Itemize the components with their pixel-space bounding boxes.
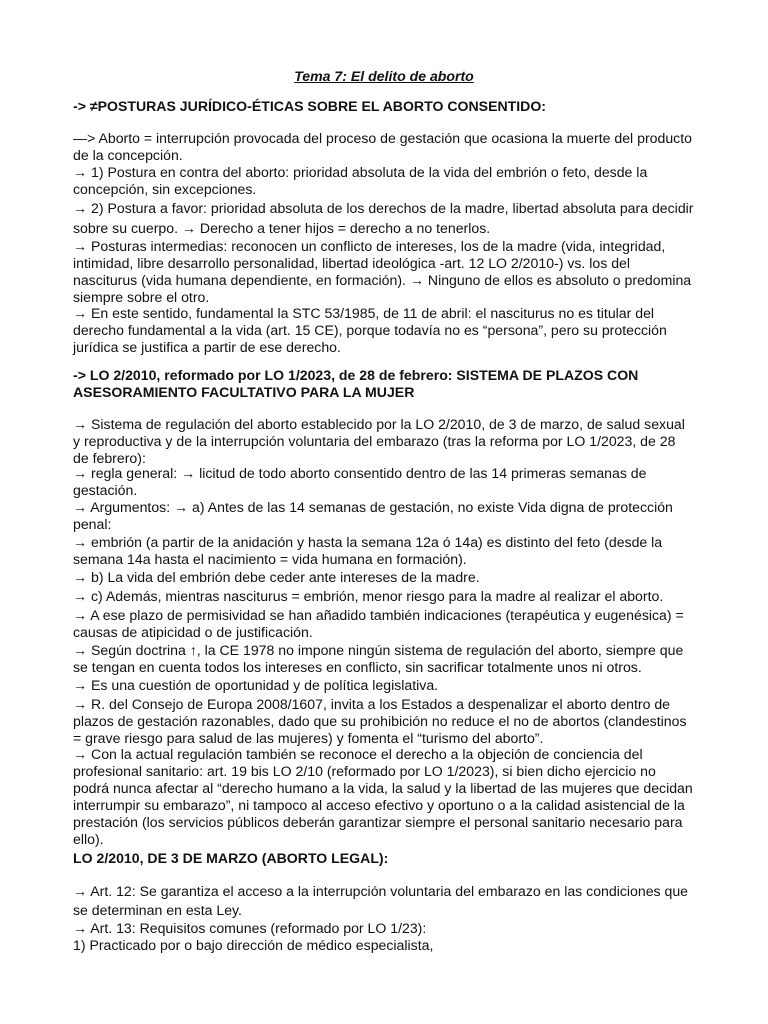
paragraph: → 2) Postura a favor: prioridad absoluta de los derechos de la madre, libertad absoluta para decidir sobre su cuerpo. → Derecho a tener hijos = derecho a no tenerlos. xyxy=(73,200,694,236)
paragraph: → 1) Postura en contra del aborto: prioridad absoluta de la vida del embrión o feto, desde la concepción, sin excepciones. xyxy=(73,164,648,197)
paragraph: → c) Además, mientras nasciturus = embrión, menor riesgo para la madre al realizar el aborto. xyxy=(73,588,664,604)
paragraph: 1) Practicado por o bajo dirección de médico especialista, xyxy=(73,937,434,953)
paragraph: → regla general: → licitud de todo aborto consentido dentro de las 14 primeras semanas de gestación. xyxy=(73,465,647,498)
paragraph: → Es una cuestión de oportunidad y de política legislativa. xyxy=(73,677,439,693)
paragraph: → Art. 12: Se garantiza el acceso a la interrupción voluntaria del embarazo en las condiciones que se determinan en esta Ley. xyxy=(73,883,689,918)
paragraph: → En este sentido, fundamental la STC 53/1985, de 11 de abril: el nasciturus no es titular del derecho fundamental a la vida (art. 15 CE), porque todavía no es “persona”, pero su protección jurídica se justifica a partir de ese derecho. xyxy=(73,305,667,355)
paragraph: → Según doctrina ↑, la CE 1978 no impone ningún sistema de regulación del aborto, siempre que se tengan en cuenta todos los intereses en conflicto, sin sacrificar totalmente unos ni otros. xyxy=(73,642,684,675)
paragraph: → embrión (a partir de la anidación y hasta la semana 12a ó 14a) es distinto del feto (desde la semana 14a hasta el nacimiento = vida humana en formación). xyxy=(73,534,663,567)
paragraph: → b) La vida del embrión debe ceder ante intereses de la madre. xyxy=(73,569,480,585)
section-heading-aborto-legal: LO 2/2010, DE 3 DE MARZO (ABORTO LEGAL): xyxy=(73,850,389,866)
paragraph: → Con la actual regulación también se reconoce el derecho a la objeción de conciencia del profesional sanitario: art. 19 bis LO 2/10 (reformado por LO 1/2023), si bien dicho ejercicio no podrá nunca afectar al “derecho humano a la vida, la salud y la libertad de las mujeres que decidan interrumpir su embarazo”, ni tampoco al acceso efectivo y oportuno o a la calidad asistencial de la prestación (los servicios públicos deberán garantizar siempre el personal sanitario necesario para ello). xyxy=(73,746,693,847)
section-heading-lo-2-2010: -> LO 2/2010, reformado por LO 1/2023, de 28 de febrero: SISTEMA DE PLAZOS CON ASESORAMIENTO FACULTATIVO PARA LA MUJER xyxy=(73,367,639,400)
document-title: Tema 7: El delito de aborto xyxy=(294,68,474,84)
paragraph: —> Aborto = interrupción provocada del proceso de gestación que ocasiona la muerte del producto de la concepción. xyxy=(73,130,692,163)
paragraph: → Art. 13: Requisitos comunes (reformado por LO 1/23): xyxy=(73,920,427,936)
paragraph: → R. del Consejo de Europa 2008/1607, invita a los Estados a despenalizar el aborto dentro de plazos de gestación razonables, dado que su prohibición no reduce el no de abortos (clandestinos = grave riesgo para salud de las mujeres) y fomenta el “turismo del aborto”. xyxy=(73,696,687,746)
section-heading-posturas: -> ≠POSTURAS JURÍDICO-ÉTICAS SOBRE EL ABORTO CONSENTIDO: xyxy=(73,98,547,114)
paragraph: → Argumentos: → a) Antes de las 14 semanas de gestación, no existe Vida digna de protección penal: xyxy=(73,499,673,532)
paragraph: → Posturas intermedias: reconocen un conflicto de intereses, los de la madre (vida, integridad, intimidad, libre desarrollo personalidad, libertad ideológica -art. 12 LO 2/2010-) vs. los del nasciturus (vida humana dependiente, en formación). → Ninguno de ellos es absoluto o predomina siempre sobre el otro. xyxy=(73,238,692,305)
paragraph: → A ese plazo de permisividad se han añadido también indicaciones (terapéutica y eugenésica) = causas de atipicidad o de justificación. xyxy=(73,607,684,640)
paragraph: → Sistema de regulación del aborto establecido por la LO 2/2010, de 3 de marzo, de salud sexual y reproductiva y de la interrupción voluntaria del embarazo (tras la reforma por LO 1/2023, de 28 de febrero): xyxy=(73,416,685,466)
